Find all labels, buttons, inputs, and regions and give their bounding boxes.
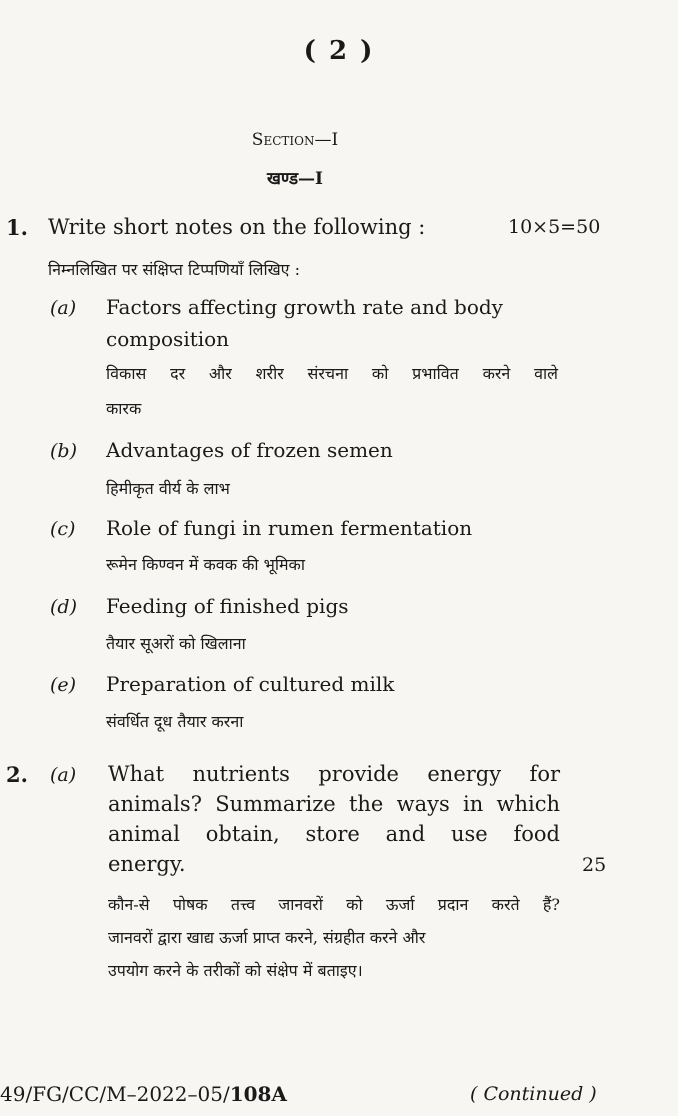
question-2-hindi-line2: जानवरों द्वारा खाद्य ऊर्जा प्राप्त करने, संग्रहीत करने और (108, 928, 426, 947)
item-c-text: Role of fungi in rumen fermentation (106, 516, 473, 540)
continued-label: ( Continued ) (470, 1083, 597, 1105)
paper-code (0, 1082, 287, 1106)
question-2-marks: 25 (582, 854, 607, 876)
section-title: Section—I (251, 130, 339, 150)
item-e-hindi: संवर्धित दूध तैयार करना (106, 712, 244, 731)
item-a-text-line2: composition (106, 327, 230, 351)
item-a-text-line1: Factors affecting growth rate and body (106, 295, 503, 319)
question-1-text: Write short notes on the following : (48, 215, 426, 239)
item-e-text: Preparation of cultured milk (106, 672, 395, 696)
question-2-text-line4: energy. (108, 852, 186, 876)
paper-code-bold: 108A (229, 1082, 287, 1106)
item-d-text: Feeding of finished pigs (106, 594, 349, 618)
item-d-hindi: तैयार सूअरों को खिलाना (106, 634, 246, 653)
question-2-text-line3: animal obtain, store and use food (108, 822, 560, 846)
item-c-label: (c) (50, 518, 76, 540)
item-a-hindi-line1: विकास दर और शरीर संरचना को प्रभावित करने वाले (106, 364, 558, 383)
item-a-label: (a) (50, 297, 77, 319)
question-1-number: 1. (6, 215, 28, 240)
item-a-hindi-line2: कारक (106, 399, 142, 418)
question-1-hindi: निम्नलिखित पर संक्षिप्त टिप्पणियाँ लिखिए : (48, 260, 301, 279)
item-e-label: (e) (50, 674, 77, 696)
page-number: ( 2 ) (303, 36, 375, 66)
item-b-text: Advantages of frozen semen (106, 438, 393, 462)
item-b-label: (b) (50, 440, 77, 462)
paper-code-prefix: 49/FG/CC/M–2022–05/ (0, 1082, 230, 1106)
question-2-hindi-line1: कौन-से पोषक तत्त्व जानवरों को ऊर्जा प्रदान करते हैं? (108, 895, 560, 914)
section-title-hindi: खण्ड—I (266, 169, 324, 189)
item-c-hindi: रूमेन किण्वन में कवक की भूमिका (106, 555, 305, 574)
item-d-label: (d) (50, 596, 77, 618)
item-b-hindi: हिमीकृत वीर्य के लाभ (106, 479, 230, 498)
question-2-hindi-line3: उपयोग करने के तरीकों को संक्षेप में बताइए। (108, 961, 363, 980)
question-2-number: 2. (6, 762, 28, 787)
question-1-marks: 10×5=50 (508, 216, 601, 238)
question-2-part-label: (a) (50, 764, 77, 786)
question-2-text-line1: What nutrients provide energy for (108, 762, 560, 786)
question-2-text-line2: animals? Summarize the ways in which (108, 792, 560, 816)
